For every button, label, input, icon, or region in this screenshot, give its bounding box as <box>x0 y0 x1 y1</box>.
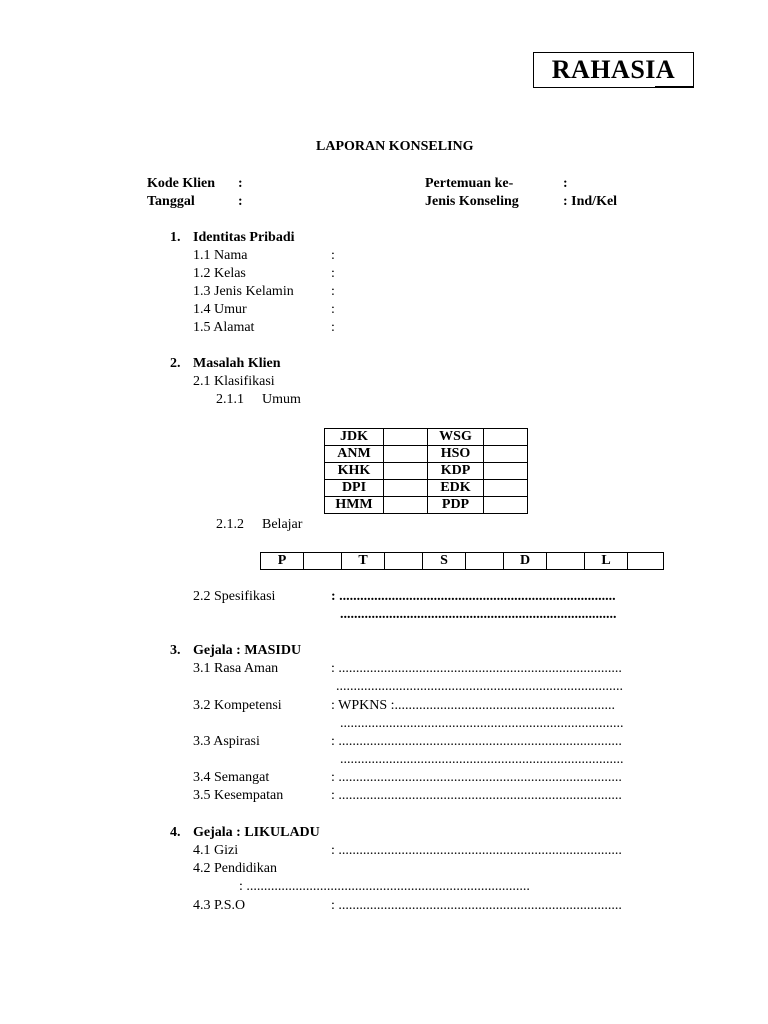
jenis-kelamin-label: 1.3 Jenis Kelamin <box>193 284 294 299</box>
section1-title: Identitas Pribadi <box>193 230 295 245</box>
code-check-cell[interactable] <box>384 463 428 480</box>
belajar-label: Belajar <box>262 517 303 532</box>
code-cell: S <box>423 553 466 570</box>
document-title: LAPORAN KONSELING <box>316 139 474 154</box>
belajar-number: 2.1.2 <box>216 517 244 532</box>
nama-colon: : <box>331 248 335 263</box>
section4-number: 4. <box>170 825 181 840</box>
code-cell: WSG <box>428 429 484 446</box>
code-check-cell[interactable] <box>484 497 528 514</box>
code-cell: T <box>342 553 385 570</box>
code-check-cell[interactable] <box>628 553 664 570</box>
spesifikasi-label: 2.2 Spesifikasi <box>193 589 276 604</box>
semangat-line[interactable]: : ................................................................................. <box>331 770 622 785</box>
section3-title: Gejala : MASIDU <box>193 643 302 658</box>
code-cell: L <box>585 553 628 570</box>
alamat-label: 1.5 Alamat <box>193 320 255 335</box>
kode-klien-value: : <box>238 176 243 191</box>
spesifikasi-line-1[interactable]: : ............................................................................... <box>331 589 616 604</box>
umum-code-table <box>324 428 528 514</box>
tanggal-value: : <box>238 194 243 209</box>
code-cell: HSO <box>428 446 484 463</box>
pso-line[interactable]: : ................................................................................. <box>331 898 622 913</box>
section3-number: 3. <box>170 643 181 658</box>
spesifikasi-line-2[interactable]: ............................................................................... <box>340 607 617 622</box>
table-row <box>325 446 528 463</box>
gizi-label: 4.1 Gizi <box>193 843 239 858</box>
table-row <box>325 480 528 497</box>
klasifikasi-label: 2.1 Klasifikasi <box>193 374 275 389</box>
kelas-label: 1.2 Kelas <box>193 266 246 281</box>
code-check-cell[interactable] <box>484 446 528 463</box>
alamat-colon: : <box>331 320 335 335</box>
jenis-kelamin-colon: : <box>331 284 335 299</box>
umum-number: 2.1.1 <box>216 392 244 407</box>
aspirasi-label: 3.3 Aspirasi <box>193 734 260 749</box>
pendidikan-label: 4.2 Pendidikan <box>193 861 277 876</box>
section2-number: 2. <box>170 356 181 371</box>
aspirasi-line-1[interactable]: : ................................................................................. <box>331 734 622 749</box>
table-row <box>325 497 528 514</box>
semangat-label: 3.4 Semangat <box>193 770 270 785</box>
code-check-cell[interactable] <box>384 446 428 463</box>
code-check-cell[interactable] <box>547 553 585 570</box>
jenis-konseling-label: Jenis Konseling <box>425 194 519 209</box>
kompetensi-line-1[interactable]: : WPKNS :............................................................... <box>331 698 616 713</box>
table-row <box>325 429 528 446</box>
code-cell: KDP <box>428 463 484 480</box>
aspirasi-line-2[interactable]: ................................................................................. <box>340 752 624 767</box>
stamp-underline <box>655 86 694 88</box>
umur-colon: : <box>331 302 335 317</box>
jenis-konseling-value: : Ind/Kel <box>563 194 618 209</box>
code-cell: EDK <box>428 480 484 497</box>
code-check-cell[interactable] <box>484 480 528 497</box>
umur-label: 1.4 Umur <box>193 302 247 317</box>
code-check-cell[interactable] <box>384 497 428 514</box>
kompetensi-line-2[interactable]: ................................................................................. <box>340 716 624 731</box>
code-check-cell[interactable] <box>484 429 528 446</box>
gizi-line[interactable]: : ................................................................................. <box>331 843 622 858</box>
code-cell: JDK <box>325 429 384 446</box>
table-row <box>261 553 664 570</box>
section1-number: 1. <box>170 230 181 245</box>
code-cell: P <box>261 553 304 570</box>
rasa-aman-label: 3.1 Rasa Aman <box>193 661 279 676</box>
belajar-code-table <box>260 552 664 570</box>
code-check-cell[interactable] <box>384 480 428 497</box>
rasa-aman-line-1[interactable]: : ................................................................................. <box>331 661 622 676</box>
code-check-cell[interactable] <box>484 463 528 480</box>
code-cell: PDP <box>428 497 484 514</box>
umum-label: Umum <box>262 392 301 407</box>
pendidikan-line[interactable]: : ................................................................................. <box>239 879 530 894</box>
rasa-aman-line-2[interactable]: .................................................................................. <box>336 679 623 694</box>
kesempatan-line[interactable]: : ................................................................................. <box>331 788 622 803</box>
pso-label: 4.3 P.S.O <box>193 898 246 913</box>
code-cell: ANM <box>325 446 384 463</box>
nama-label: 1.1 Nama <box>193 248 248 263</box>
confidential-stamp: RAHASIA <box>533 52 694 88</box>
kelas-colon: : <box>331 266 335 281</box>
code-check-cell[interactable] <box>304 553 342 570</box>
code-check-cell[interactable] <box>466 553 504 570</box>
tanggal-label: Tanggal <box>147 194 195 209</box>
kesempatan-label: 3.5 Kesempatan <box>193 788 284 803</box>
code-cell: HMM <box>325 497 384 514</box>
kompetensi-label: 3.2 Kompetensi <box>193 698 282 713</box>
table-row <box>325 463 528 480</box>
code-cell: D <box>504 553 547 570</box>
code-cell: DPI <box>325 480 384 497</box>
pertemuan-label: Pertemuan ke- <box>425 176 514 191</box>
section2-title: Masalah Klien <box>193 356 281 371</box>
code-check-cell[interactable] <box>385 553 423 570</box>
pertemuan-value: : <box>563 176 568 191</box>
code-check-cell[interactable] <box>384 429 428 446</box>
code-cell: KHK <box>325 463 384 480</box>
section4-title: Gejala : LIKULADU <box>193 825 320 840</box>
kode-klien-label: Kode Klien <box>147 176 216 191</box>
